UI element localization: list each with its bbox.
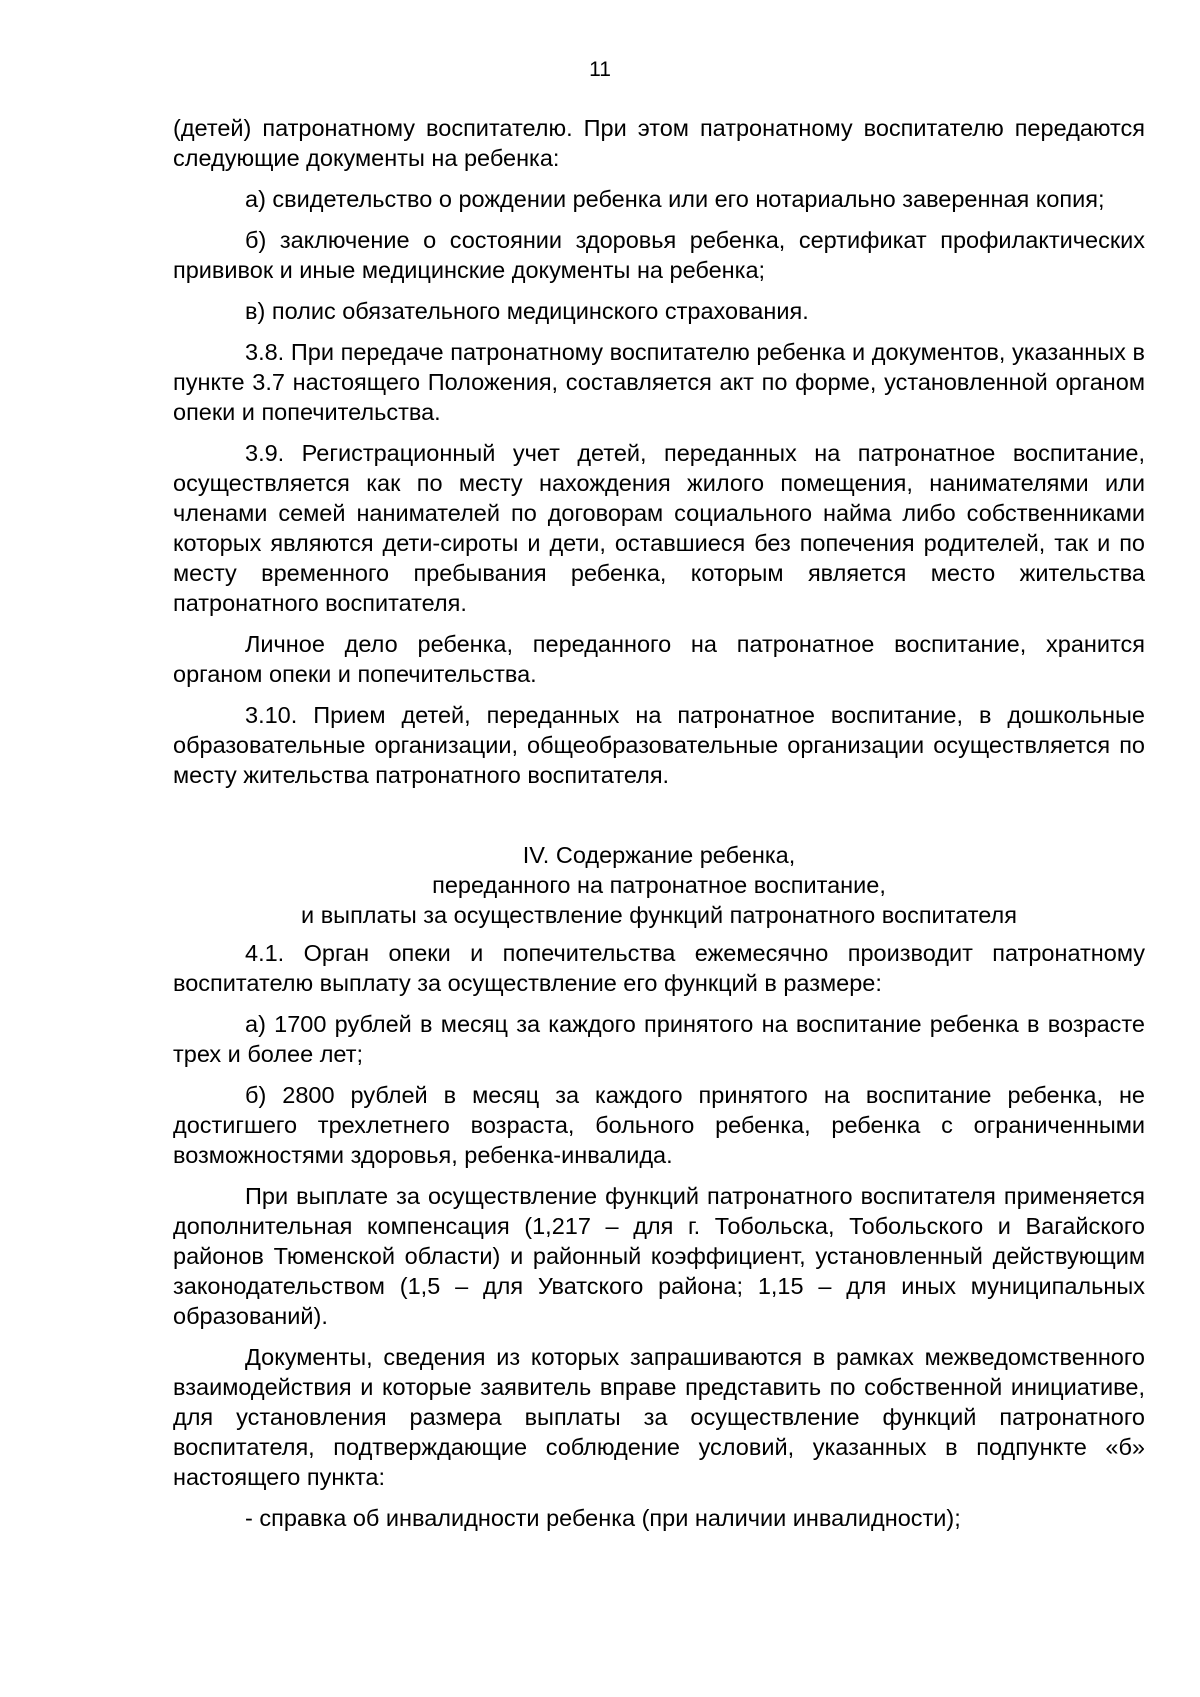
paragraph: в) полис обязательного медицинского страхования. [245, 298, 809, 324]
document-body [173, 113, 1145, 1544]
section-heading-line: IV. Содержание ребенка, [522, 842, 796, 868]
section-heading-line: переданного на патронатное воспитание, [432, 872, 886, 898]
paragraph: 3.8. При передаче патронатному воспитателю ребенка и документов, указанных в пункте 3.7 настоящего Положения, составляется акт по форме, установленной органом опеки и попечительства. [173, 339, 1145, 425]
paragraph: Личное дело ребенка, переданного на патронатное воспитание, хранится органом опеки и попечительства. [173, 631, 1145, 687]
paragraph: а) свидетельство о рождении ребенка или его нотариально заверенная копия; [245, 186, 1105, 212]
paragraph: б) 2800 рублей в месяц за каждого принятого на воспитание ребенка, не достигшего трехлетнего возраста, больного ребенка, ребенка с ограниченными возможностями здоровья, ребенка-инвалида. [173, 1082, 1145, 1168]
section-heading [173, 840, 1145, 930]
paragraph: - справка об инвалидности ребенка (при наличии инвалидности); [245, 1505, 961, 1531]
paragraph: 3.9. Регистрационный учет детей, переданных на патронатное воспитание, осуществляется как по месту нахождения жилого помещения, нанимателями или членами семей нанимателей по договорам социального найма либо собственниками которых являются дети-сироты и дети, оставшиеся без попечения родителей, так и по месту временного пребывания ребенка, которым является место жительства патронатного воспитателя. [173, 440, 1145, 616]
page-number: 11 [589, 58, 611, 81]
section-heading-line: и выплаты за осуществление функций патронатного воспитателя [301, 902, 1017, 928]
paragraph: б) заключение о состоянии здоровья ребенка, сертификат профилактических прививок и иные медицинские документы на ребенка; [173, 227, 1145, 283]
paragraph: а) 1700 рублей в месяц за каждого принятого на воспитание ребенка в возрасте трех и более лет; [173, 1011, 1145, 1067]
paragraph: 3.10. Прием детей, переданных на патронатное воспитание, в дошкольные образовательные организации, общеобразовательные организации осуществляется по месту жительства патронатного воспитателя. [173, 702, 1145, 788]
paragraph: Документы, сведения из которых запрашиваются в рамках межведомственного взаимодействия и которые заявитель вправе представить по собственной инициативе, для установления размера выплаты за осуществление функций патронатного воспитателя, подтверждающие соблюдение условий, указанных в подпункте «б» настоящего пункта: [173, 1344, 1145, 1490]
paragraph-group-section-4 [173, 938, 1145, 1533]
paragraph-group-section-3 [173, 113, 1145, 790]
paragraph: При выплате за осуществление функций патронатного воспитателя применяется дополнительная компенсация (1,217 – для г. Тобольска, Тобольского и Вагайского районов Тюменской области) и районный коэффициент, установленный действующим законодательством (1,5 – для Уватского района; 1,15 – для иных муниципальных образований). [173, 1183, 1145, 1329]
paragraph: 4.1. Орган опеки и попечительства ежемесячно производит патронатному воспитателю выплату за осуществление его функций в размере: [173, 940, 1145, 996]
paragraph: (детей) патронатному воспитателю. При этом патронатному воспитателю передаются следующие документы на ребенка: [173, 115, 1145, 171]
